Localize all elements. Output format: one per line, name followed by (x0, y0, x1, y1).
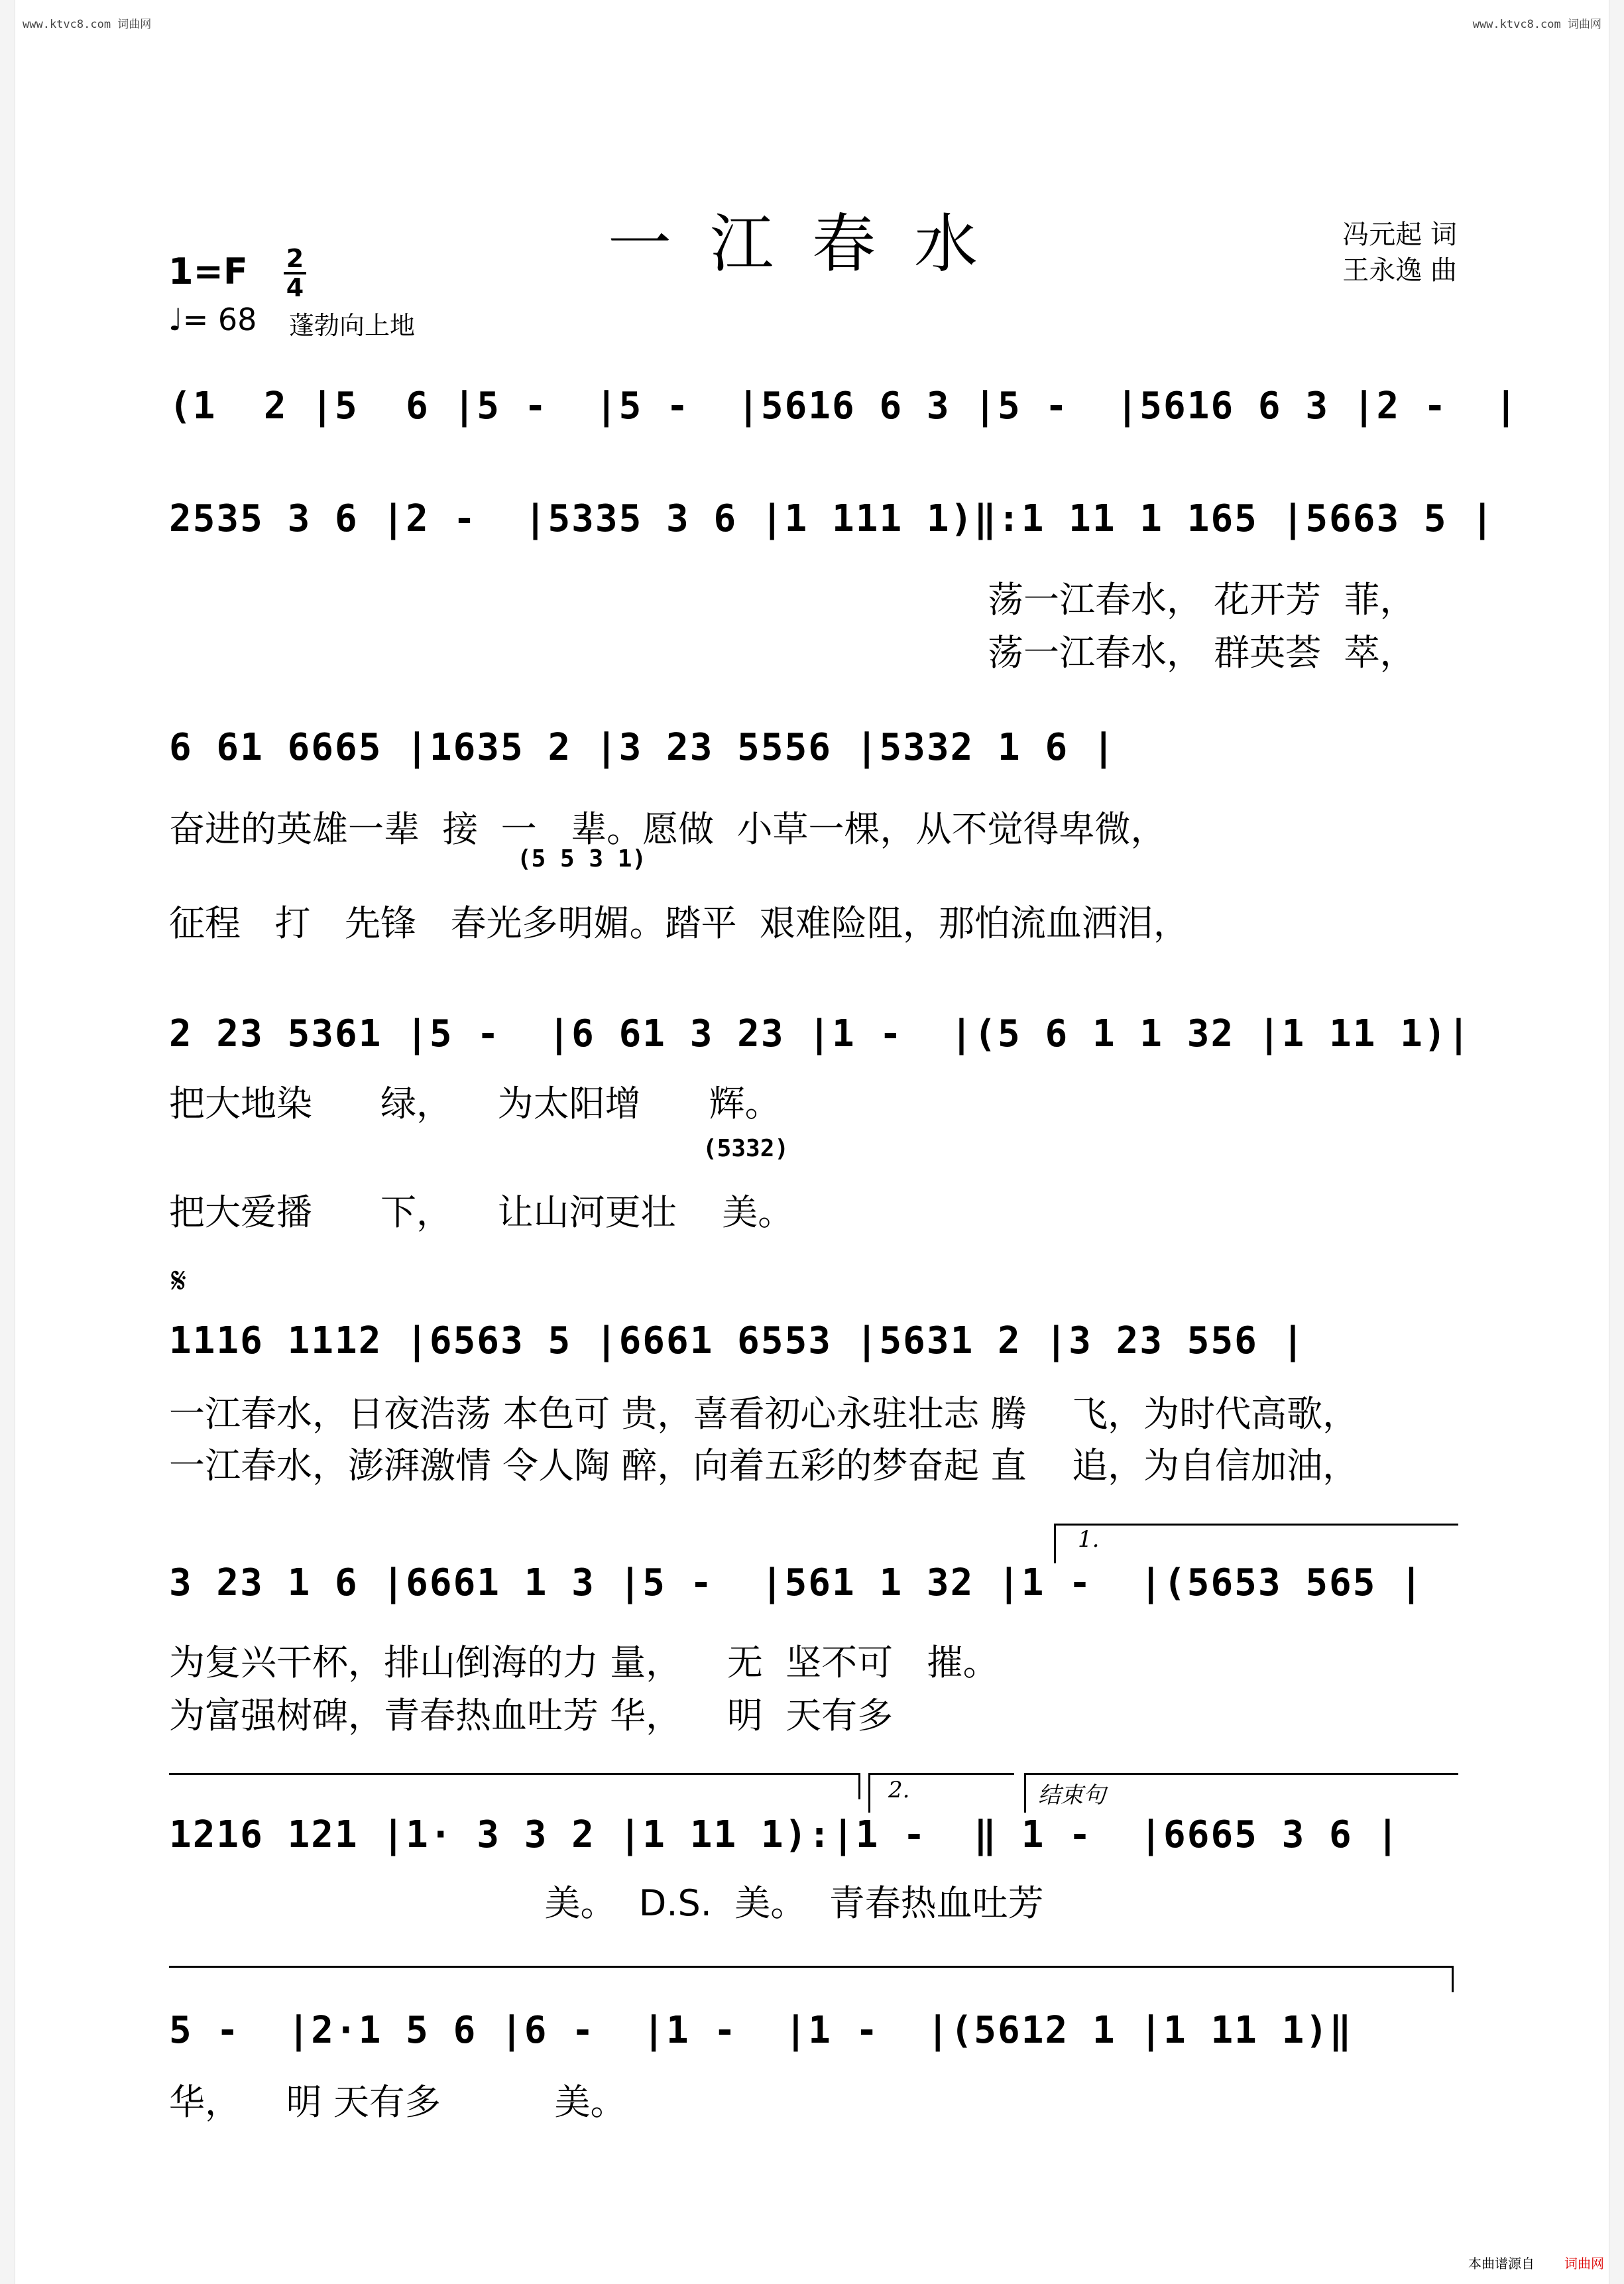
right-margin-strip (1609, 0, 1624, 2284)
composer-credit: 王永逸 曲 (1342, 255, 1457, 286)
ending-edge (1024, 1773, 1026, 1813)
tempo-marking: ♩= 68 (168, 302, 257, 337)
volta-2-edge (868, 1773, 870, 1813)
song-title: 一江春水 (608, 207, 1016, 282)
volta-1-continuation (169, 1773, 858, 1775)
ending-bracket (1024, 1773, 1458, 1775)
lyric-verse-1: 华， 明 天有多 美。 (169, 2081, 626, 2123)
notation-line-2: 2535 3 6 |2 - |5335 3 6 |1 111 1)‖:1 11 1 165 |5663 5 | (169, 497, 1495, 540)
time-signature (284, 245, 306, 301)
lyric-verse-1: 奋进的英雄一辈 接 一 辈。愿做 小草一棵，从不觉得卑微， (169, 808, 1167, 850)
lyric-verse-1: 为复兴干杯，排山倒海的力 量， 无 坚不可 摧。 (169, 1642, 999, 1683)
notation-line-6: 3 23 1 6 |6661 1 3 |5 - |561 1 32 |1 - |(5653 565 | (169, 1561, 1424, 1604)
lyric-verse-2: 把大爱播 下， 让山河更壮 美。 (169, 1191, 794, 1233)
volta-2-label: 2. (888, 1777, 910, 1803)
volta-1-end (858, 1773, 860, 1799)
variant-notes: (5332) (703, 1135, 789, 1162)
expression-marking: 蓬勃向上地 (289, 311, 416, 340)
ending-label: 结束句 (1038, 1782, 1106, 1809)
footer-site-label: 词曲网 (1564, 2255, 1604, 2271)
notation-line-4: 2 23 5361 |5 - |6 61 3 23 |1 - |(5 6 1 1 32 |1 11 1)| (169, 1012, 1472, 1055)
lyricist-credit: 冯元起 词 (1342, 219, 1457, 250)
notation-line-5: 1116 1112 |6563 5 |6661 6553 |5631 2 |3 23 556 | (169, 1319, 1306, 1362)
meter-top: 2 (286, 244, 304, 273)
volta-1-label: 1. (1078, 1526, 1100, 1553)
lyric-verse-1: 美。 D.S. 美。 青春热血吐芳 (169, 1882, 1044, 1924)
notation-line-8: 5 - |2·1 5 6 |6 - |1 - |1 - |(5612 1 |1 11 1)‖ (169, 2009, 1353, 2052)
lyric-verse-1: 把大地染 绿， 为太阳增 辉。 (169, 1083, 781, 1124)
ending-continuation (169, 1966, 1452, 1968)
volta-1-edge (1054, 1524, 1056, 1563)
lyric-verse-2: 荡一江春水， 群英荟 萃， (988, 632, 1416, 674)
variant-notes: (5 5 3 1) (517, 845, 647, 872)
lyric-verse-2: 为富强树碑，青春热血吐芳 华， 明 天有多 (169, 1695, 894, 1736)
lyric-verse-2: 征程 打 先锋 春光多明媚。踏平 艰难险阻，那怕流血洒泪， (169, 902, 1189, 944)
footer-source-label: 本曲谱源自 (1468, 2255, 1535, 2271)
notation-line-1: (1 2 |5 6 |5 - |5 - |5616 6 3 |5 - |5616 6 3 |2 - | (169, 385, 1519, 428)
lyric-verse-1: 一江春水，日夜浩荡 本色可 贵，喜看初心永驻壮志 腾 飞，为时代高歌， (169, 1393, 1359, 1435)
lyric-verse-2: 一江春水，澎湃激情 令人陶 醉，向着五彩的梦奋起 直 追，为自信加油， (169, 1445, 1359, 1486)
notation-line-7: 1216 121 |1· 3 3 2 |1 11 1):|1 - ‖ 1 - |6665 3 6 | (169, 1813, 1401, 1856)
watermark-right: www.ktvc8.com 词曲网 (1472, 18, 1601, 31)
meter-bottom: 4 (286, 273, 304, 302)
left-margin-strip (0, 0, 15, 2284)
volta-1-bracket (1054, 1524, 1458, 1526)
volta-2-bracket (868, 1773, 1014, 1775)
watermark-left: www.ktvc8.com 词曲网 (23, 18, 152, 31)
lyric-verse-1: 荡一江春水， 花开芳 菲， (988, 579, 1416, 621)
ending-end (1452, 1966, 1454, 1992)
segno-sign: 𝄋 (171, 1260, 187, 1301)
notation-line-3: 6 61 6665 |1635 2 |3 23 5556 |5332 1 6 | (169, 726, 1116, 769)
key-signature: 1=F (168, 251, 248, 292)
